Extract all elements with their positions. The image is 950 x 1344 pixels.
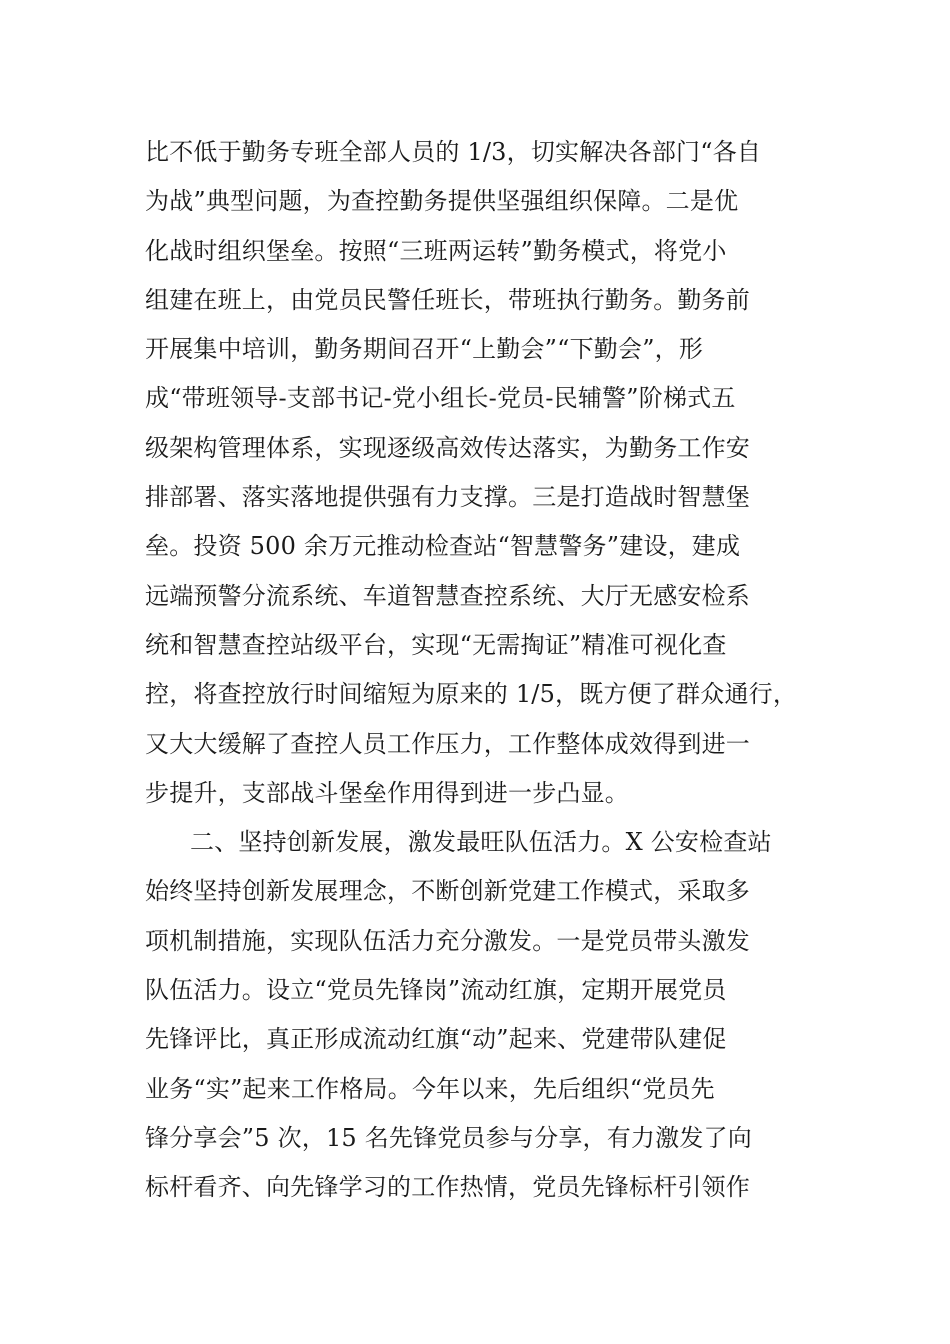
- text-line: 成“带班领导-支部书记-党小组长-党员-民辅警”阶梯式五: [145, 384, 736, 413]
- text-line: 组建在班上，由党员民警任班长，带班执行勤务。勤务前: [145, 285, 750, 314]
- text-line: 化战时组织堡垒。按照“三班两运转”勤务模式，将党小: [145, 236, 727, 265]
- text-line: 控，将查控放行时间缩短为原来的 1/5，既方便了群众通行，: [145, 680, 798, 709]
- text-line: 锋分享会”5 次，15 名先锋党员参与分享，有力激发了向: [145, 1123, 752, 1152]
- text-line: 标杆看齐、向先锋学习的工作热情，党员先锋标杆引领作: [145, 1173, 750, 1202]
- text-line: 比不低于勤务专班全部人员的 1/3，切实解决各部门“各自: [145, 138, 762, 166]
- text-line: 统和智慧查控站级平台，实现“无需掏证”精准可视化查: [145, 630, 727, 659]
- text-line: 远端预警分流系统、车道智慧查控系统、大厅无感安检系: [145, 581, 750, 610]
- body-text: [145, 128, 835, 1213]
- text-line: 垒。投资 500 余万元推动检查站“智慧警务”建设，建成: [145, 532, 741, 561]
- text-line: 项机制措施，实现队伍活力充分激发。一是党员带头激发: [145, 926, 750, 955]
- text-line: 级架构管理体系，实现逐级高效传达落实，为勤务工作安: [145, 433, 750, 462]
- text-line: 为战”典型问题，为查控勤务提供坚强组织保障。二是优: [145, 187, 739, 216]
- text-line: 排部署、落实落地提供强有力支撑。三是打造战时智慧堡: [145, 483, 750, 512]
- text-line: 又大大缓解了查控人员工作压力，工作整体成效得到进一: [145, 729, 750, 758]
- section-heading-line: 二、坚持创新发展，激发最旺队伍活力。X 公安检查站: [190, 828, 772, 857]
- text-line: 先锋评比，真正形成流动红旗“动”起来、党建带队建促: [145, 1025, 727, 1054]
- text-line: 始终坚持创新发展理念，不断创新党建工作模式，采取多: [145, 877, 750, 906]
- text-line: 业务“实”起来工作格局。今年以来，先后组织“党员先: [145, 1074, 715, 1103]
- text-line: 开展集中培训，勤务期间召开“上勤会”“下勤会”，形: [145, 335, 704, 364]
- text-line: 队伍活力。设立“党员先锋岗”流动红旗，定期开展党员: [145, 976, 727, 1005]
- text-line: 步提升，支部战斗堡垒作用得到进一步凸显。: [145, 778, 629, 807]
